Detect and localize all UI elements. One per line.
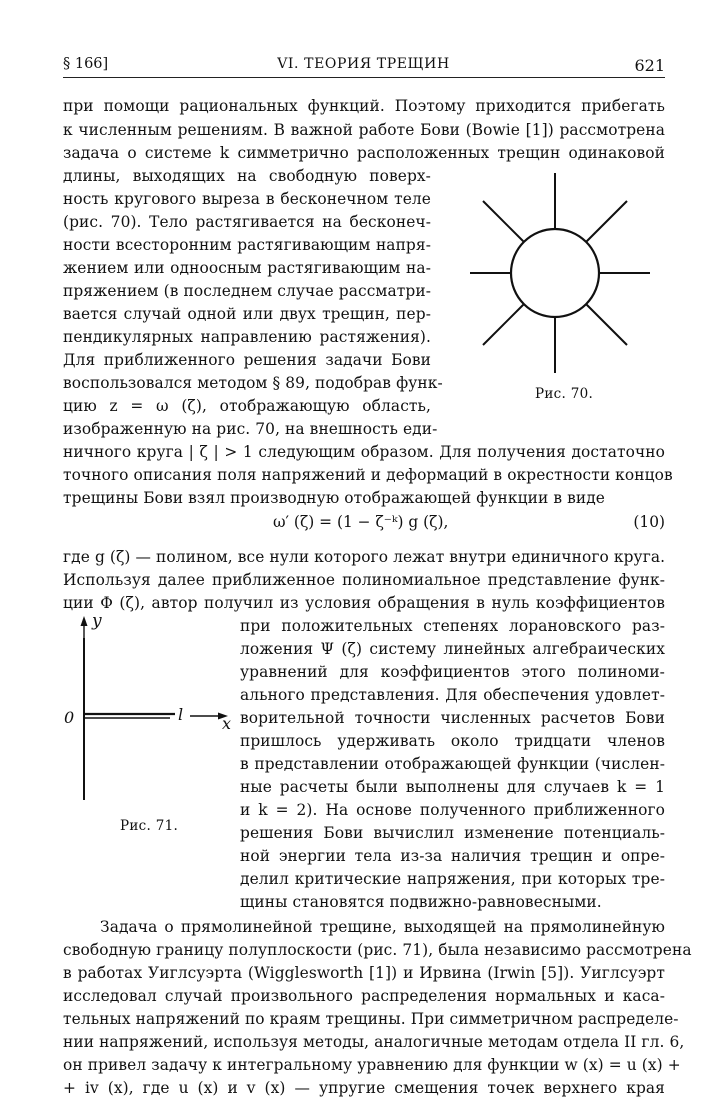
text-line: трещины Бови взял производную отображающей функции в виде xyxy=(63,489,605,507)
figure-70 xyxy=(470,168,650,378)
crack-line xyxy=(586,201,627,242)
text-line: вается случай одной или двух трещин, пер- xyxy=(63,305,431,323)
circular-hole xyxy=(511,229,599,317)
text-line: и k = 2). На основе полученного приближенного xyxy=(240,801,665,819)
text-line: Задача о прямолинейной трещине, выходящей на прямолинейную xyxy=(100,918,665,936)
text-line: щины становятся подвижно-равновесными. xyxy=(240,893,602,911)
text-line: в работах Уиглсуэрта (Wigglesworth [1]) и Ирвина (Irwin [5]). Уиглсуэрт xyxy=(63,964,665,982)
text-line: воспользовался методом § 89, подобрав функ- xyxy=(63,374,443,392)
text-line: задача о системе k симметрично расположенных трещин одинаковой xyxy=(63,144,665,162)
page-number: 621 xyxy=(634,56,665,75)
text-line: решения Бови вычислил изменение потенциаль- xyxy=(240,824,665,842)
text-line: (рис. 70). Тело растягивается на бесконеч- xyxy=(63,213,431,231)
equation-expression: ω′ (ζ) = (1 − ζ⁻ᵏ) g (ζ), xyxy=(273,513,449,531)
figure-70-caption: Рис. 70. xyxy=(535,386,594,402)
text-line: + iv (x), где u (x) и v (x) — упругие смещения точек верхнего края xyxy=(63,1079,665,1097)
text-line: жением или одноосным растягивающим на- xyxy=(63,259,431,277)
text-line: ности всесторонним растягивающим напря- xyxy=(63,236,431,254)
text-line: ального представления. Для обеспечения удовлет- xyxy=(240,686,665,704)
text-line: при помощи рациональных функций. Поэтому приходится прибегать xyxy=(63,97,665,115)
text-line: Для приближенного решения задачи Бови xyxy=(63,351,431,369)
origin-label: 0 xyxy=(64,708,75,727)
figure-71 xyxy=(60,610,240,815)
y-axis-label: y xyxy=(92,611,102,631)
chapter-title: VI. ТЕОРИЯ ТРЕЩИН xyxy=(277,56,450,72)
crack-line xyxy=(586,304,627,345)
text-line: ворительной точности численных расчетов Бови xyxy=(240,709,665,727)
text-line: ничного круга | ζ | > 1 следующим образом. Для получения достаточно xyxy=(63,443,665,461)
text-line: ложения Ψ (ζ) систему линейных алгебраических xyxy=(240,640,665,658)
text-line: ции Φ (ζ), автор получил из условия обращения в нуль коэффициентов xyxy=(63,594,665,612)
text-line: свободную границу полуплоскости (рис. 71), была независимо рассмотрена xyxy=(63,941,692,959)
text-line: уравнений для коэффициентов этого полиноми- xyxy=(240,663,665,681)
equation-number: (10) xyxy=(633,513,665,531)
text-line: цию z = ω (ζ), отображающую область, xyxy=(63,397,431,415)
text-line: изображенную на рис. 70, на внешность еди- xyxy=(63,420,438,438)
text-line: пришлось удерживать около тридцати членов xyxy=(240,732,665,750)
text-line: длины, выходящих на свободную поверх- xyxy=(63,167,431,185)
text-line: ность кругового выреза в бесконечном теле xyxy=(63,190,431,208)
text-line: исследовал случай произвольного распределения нормальных и каса- xyxy=(63,987,665,1005)
crack-line xyxy=(483,304,524,345)
crack-length-label: l xyxy=(178,705,184,724)
text-line: к численным решениям. В важной работе Бови (Bowie [1]) рассмотрена xyxy=(63,121,665,139)
text-line: ные расчеты были выполнены для случаев k = 1 xyxy=(240,778,665,796)
text-line: тельных напряжений по краям трещины. При симметричном распределе- xyxy=(63,1010,679,1028)
text-line: делил критические напряжения, при которых тре- xyxy=(240,870,665,888)
text-line: ной энергии тела из-за наличия трещин и опре- xyxy=(240,847,665,865)
header-rule xyxy=(63,77,665,78)
text-line: Используя далее приближенное полиномиальное представление функ- xyxy=(63,571,665,589)
crack-line xyxy=(483,201,524,242)
x-axis-label: x xyxy=(222,714,232,733)
y-axis-arrowhead xyxy=(81,616,88,626)
figure-71-caption: Рис. 71. xyxy=(120,818,179,834)
text-line: он привел задачу к интегральному уравнению для функции w (x) = u (x) + xyxy=(63,1056,681,1074)
text-line: нии напряжений, используя методы, аналогичные методам отдела II гл. 6, xyxy=(63,1033,685,1051)
text-line: при положительных степенях лорановского раз- xyxy=(240,617,665,635)
section-ref: § 166] xyxy=(63,56,109,72)
text-line: точного описания поля напряжений и деформаций в окрестности концов xyxy=(63,466,673,484)
text-line: пендикулярных направлению растяжения). xyxy=(63,328,431,346)
text-line: пряжением (в последнем случае рассматри- xyxy=(63,282,431,300)
text-line: в представлении отображающей функции (числен- xyxy=(240,755,665,773)
text-line: где g (ζ) — полином, все нули которого лежат внутри единичного круга. xyxy=(63,548,666,566)
